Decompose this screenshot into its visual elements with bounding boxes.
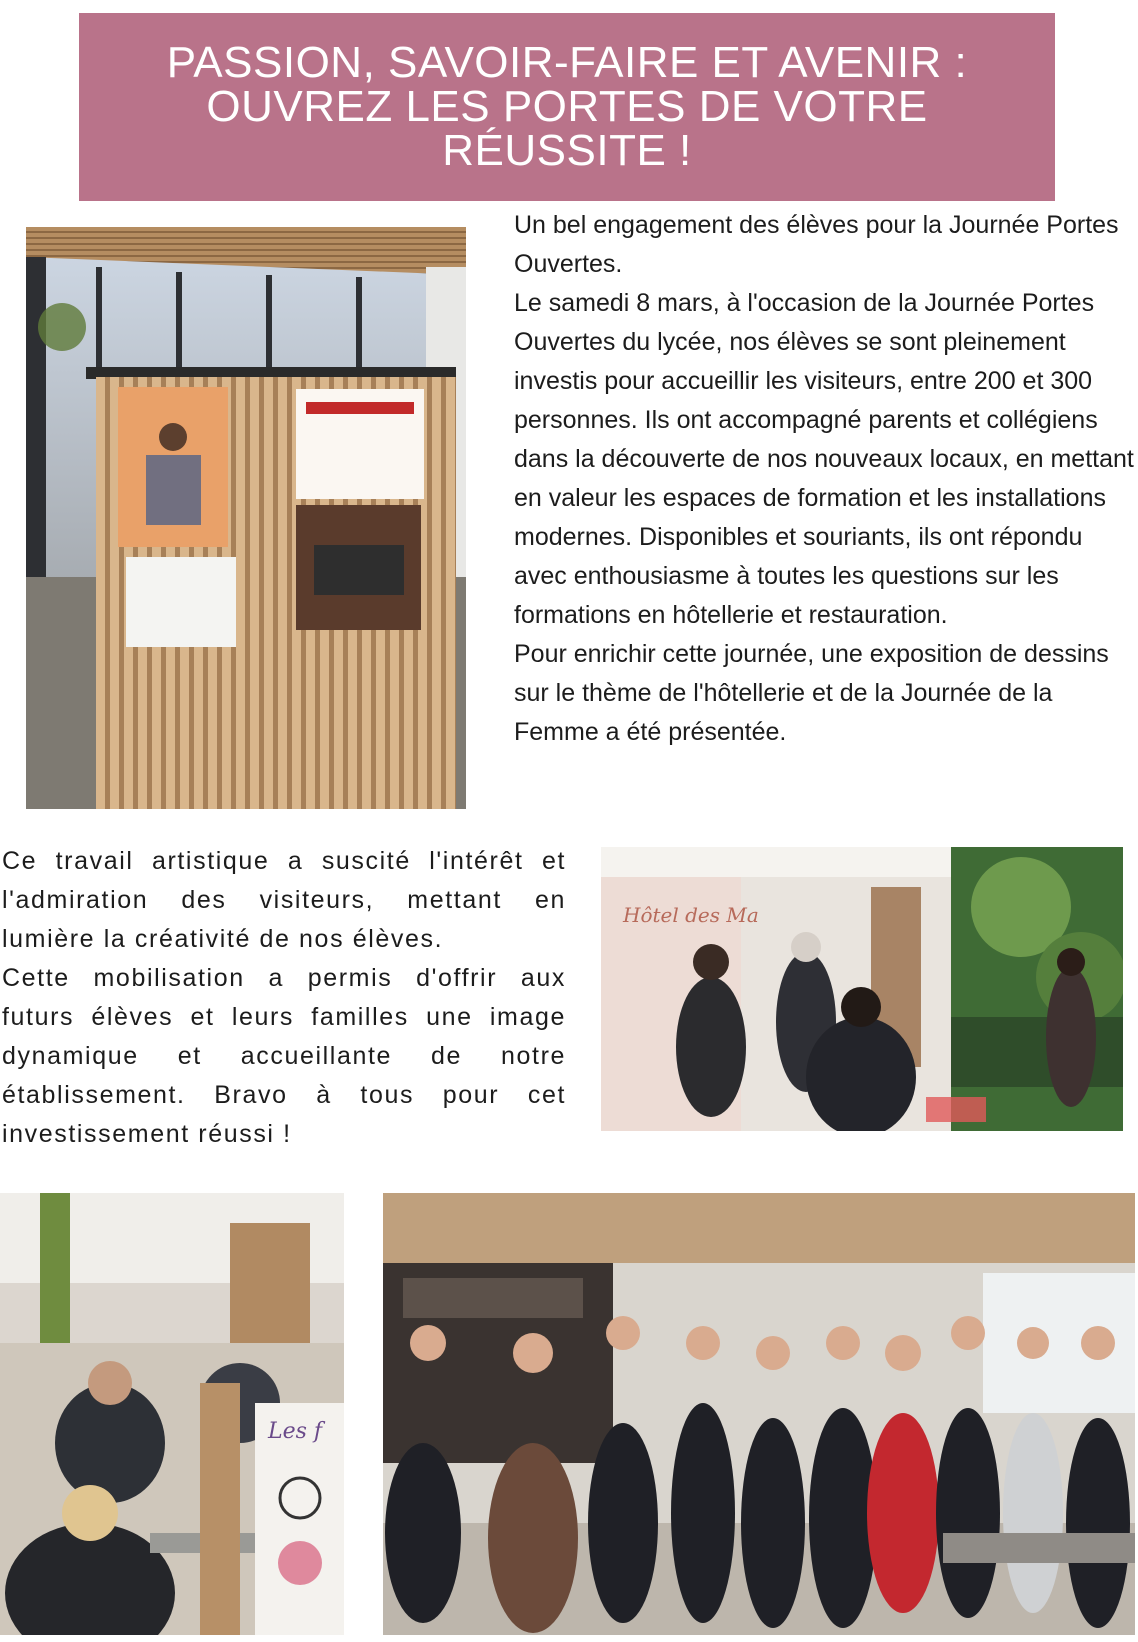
- exhibition-photo: [26, 227, 466, 809]
- reception-sign: Hôtel des Ma: [623, 903, 759, 927]
- title-line-2: OUVREZ LES PORTES DE VOTRE: [206, 82, 928, 131]
- title-line-3: RÉUSSITE !: [442, 126, 692, 175]
- article-column-left: [2, 842, 566, 1154]
- page-title: [166, 38, 968, 175]
- dining-poster-text: Les f: [268, 1419, 323, 1444]
- dining-room-photo: [0, 1193, 344, 1635]
- reception-photo: [601, 847, 1123, 1131]
- body-paragraph-3: Ce travail artistique a suscité l'intérêt et l'admiration des visiteurs, mettant en lumière la créativité de nos élèves.: [2, 847, 566, 953]
- article-column-right: [514, 206, 1134, 752]
- body-paragraph-4: Cette mobilisation a permis d'offrir aux futurs élèves et leurs familles une image dynamique et accueillante de notre établissement. Bravo à tous pour cet investissement réussi !: [2, 964, 566, 1148]
- title-line-1: PASSION, SAVOIR-FAIRE ET AVENIR :: [166, 38, 968, 87]
- body-paragraph-1: Le samedi 8 mars, à l'occasion de la Journée Portes Ouvertes du lycée, nos élèves se sont pleinement investis pour accueillir les visiteurs, entre 200 et 300 personnes. Ils ont accompagné parents et collégiens dans la découverte de nos nouveaux locaux, en mettant en valeur les espaces de formation et les installations modernes. Disponibles et souriants, ils ont répondu avec enthousiasme à toutes les questions sur les formations en hôtellerie et restauration.: [514, 289, 1134, 629]
- team-group-photo: [383, 1193, 1135, 1635]
- intro-paragraph: Un bel engagement des élèves pour la Journée Portes Ouvertes.: [514, 211, 1119, 278]
- title-banner: [79, 13, 1055, 201]
- body-paragraph-2: Pour enrichir cette journée, une exposition de dessins sur le thème de l'hôtellerie et de la Journée de la Femme a été présentée.: [514, 640, 1109, 746]
